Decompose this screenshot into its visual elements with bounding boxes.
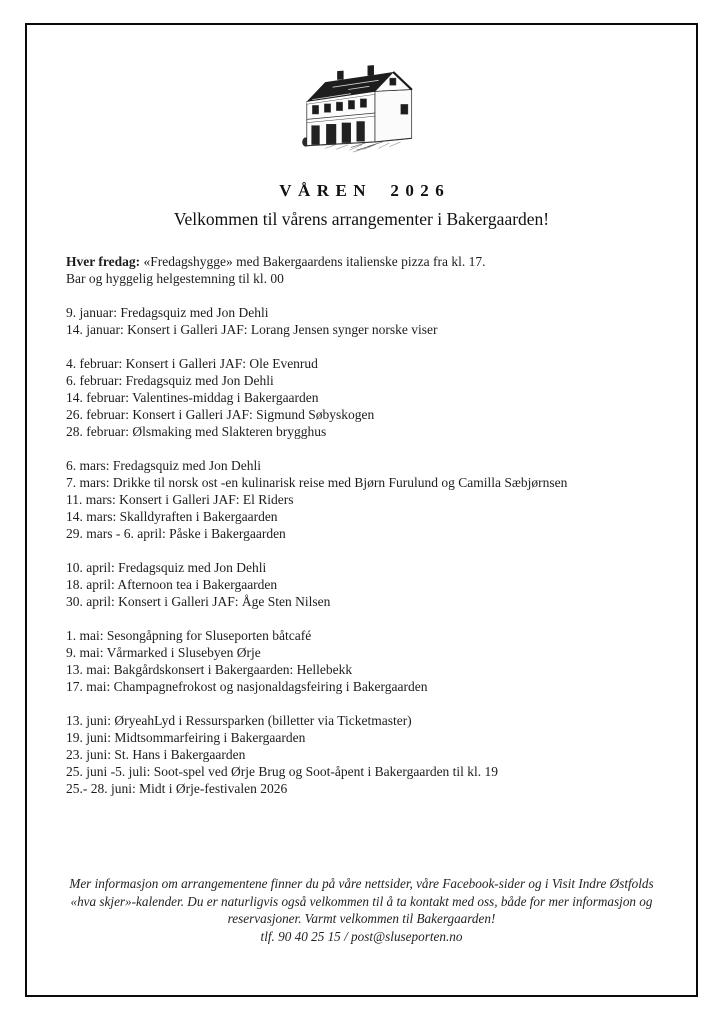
event-line: 13. juni: ØryeahLyd i Ressursparken (billetter via Ticketmaster) xyxy=(66,713,412,728)
gable-wall xyxy=(374,90,411,142)
event-section-mai xyxy=(66,627,657,695)
attic-window xyxy=(389,78,395,85)
event-line: 10. april: Fredagsquiz med Jon Dehli xyxy=(66,560,267,575)
intro-text: «Fredagshygge» med Bakergaardens italienske pizza fra kl. 17. xyxy=(140,254,486,269)
border-frame xyxy=(25,23,698,997)
chimney xyxy=(337,71,343,80)
event-line: 28. februar: Ølsmaking med Slakteren brygghus xyxy=(66,424,327,439)
event-section-juni xyxy=(66,712,657,797)
event-line: 26. februar: Konsert i Galleri JAF: Sigmund Søbyskogen xyxy=(66,407,375,422)
event-section-februar xyxy=(66,355,657,440)
event-line: 17. mai: Champagnefrokost og nasjonaldagsfeiring i Bakergaarden xyxy=(66,679,428,694)
event-line: 9. januar: Fredagsquiz med Jon Dehli xyxy=(66,305,269,320)
event-line: 4. februar: Konsert i Galleri JAF: Ole Evenrud xyxy=(66,356,318,371)
event-line: 25. juni -5. juli: Soot-spel ved Ørje Brug og Soot-åpent i Bakergaarden til kl. 19 xyxy=(66,764,499,779)
chimney xyxy=(367,65,373,76)
event-line: 7. mars: Drikke til norsk ost -en kulinarisk reise med Bjørn Furulund og Camilla Sæbjørnsen xyxy=(66,475,568,490)
event-section-januar xyxy=(66,304,657,338)
event-line: 14. mars: Skalldyraften i Bakergaarden xyxy=(66,509,278,524)
event-section-mars xyxy=(66,457,657,542)
events-area xyxy=(66,253,657,797)
event-line: 6. februar: Fredagsquiz med Jon Dehli xyxy=(66,373,274,388)
event-line: 19. juni: Midtsommarfeiring i Bakergaarden xyxy=(66,730,306,745)
event-line: 25.- 28. juni: Midt i Ørje-festivalen 2026 xyxy=(66,781,288,796)
event-line: 30. april: Konsert i Galleri JAF: Åge Sten Nilsen xyxy=(66,594,331,609)
events-list xyxy=(66,304,657,797)
event-line: 9. mai: Vårmarked i Slusebyen Ørje xyxy=(66,645,261,660)
event-line: 14. januar: Konsert i Galleri JAF: Lorang Jensen synger norske viser xyxy=(66,322,438,337)
event-line: 1. mai: Sesongåpning for Sluseporten båtcafé xyxy=(66,628,312,643)
event-line: 23. juni: St. Hans i Bakergaarden xyxy=(66,747,246,762)
bakergaarden-house-illustration xyxy=(295,61,429,153)
event-section-april xyxy=(66,559,657,610)
event-line: 14. februar: Valentines-middag i Bakergaarden xyxy=(66,390,319,405)
intro-section xyxy=(66,253,657,287)
page-subtitle: Velkommen til vårens arrangementer i Bakergaarden! xyxy=(173,209,550,229)
intro-line1 xyxy=(66,253,657,270)
footer-info: Mer informasjon om arrangementene finner du på våre nettsider, våre Facebook-sider og i Visit Indre Østfolds «hva skjer»-kalender. Du er naturligvis også velkommen til å ta kontakt med oss, både for mer informasjon og reservasjoner. Varmt velkommen til Bakergaarden! xyxy=(69,876,654,926)
event-line: 6. mars: Fredagsquiz med Jon Dehli xyxy=(66,458,261,473)
event-line: 13. mai: Bakgårdskonsert i Bakergaarden: Hellebekk xyxy=(66,662,353,677)
footer-contact: tlf. 90 40 25 15 / post@sluseporten.no xyxy=(260,928,463,944)
page-title: VÅREN 2026 xyxy=(279,181,451,200)
event-line: 18. april: Afternoon tea i Bakergaarden xyxy=(66,577,278,592)
event-line: 29. mars - 6. april: Påske i Bakergaarden xyxy=(66,526,286,541)
footer xyxy=(66,875,657,945)
gable-window xyxy=(400,104,407,114)
event-line: 11. mars: Konsert i Galleri JAF: El Riders xyxy=(66,492,294,507)
intro-lead: Hver fredag: xyxy=(66,254,141,269)
intro-line2: Bar og hyggelig helgestemning til kl. 00 xyxy=(66,271,284,286)
